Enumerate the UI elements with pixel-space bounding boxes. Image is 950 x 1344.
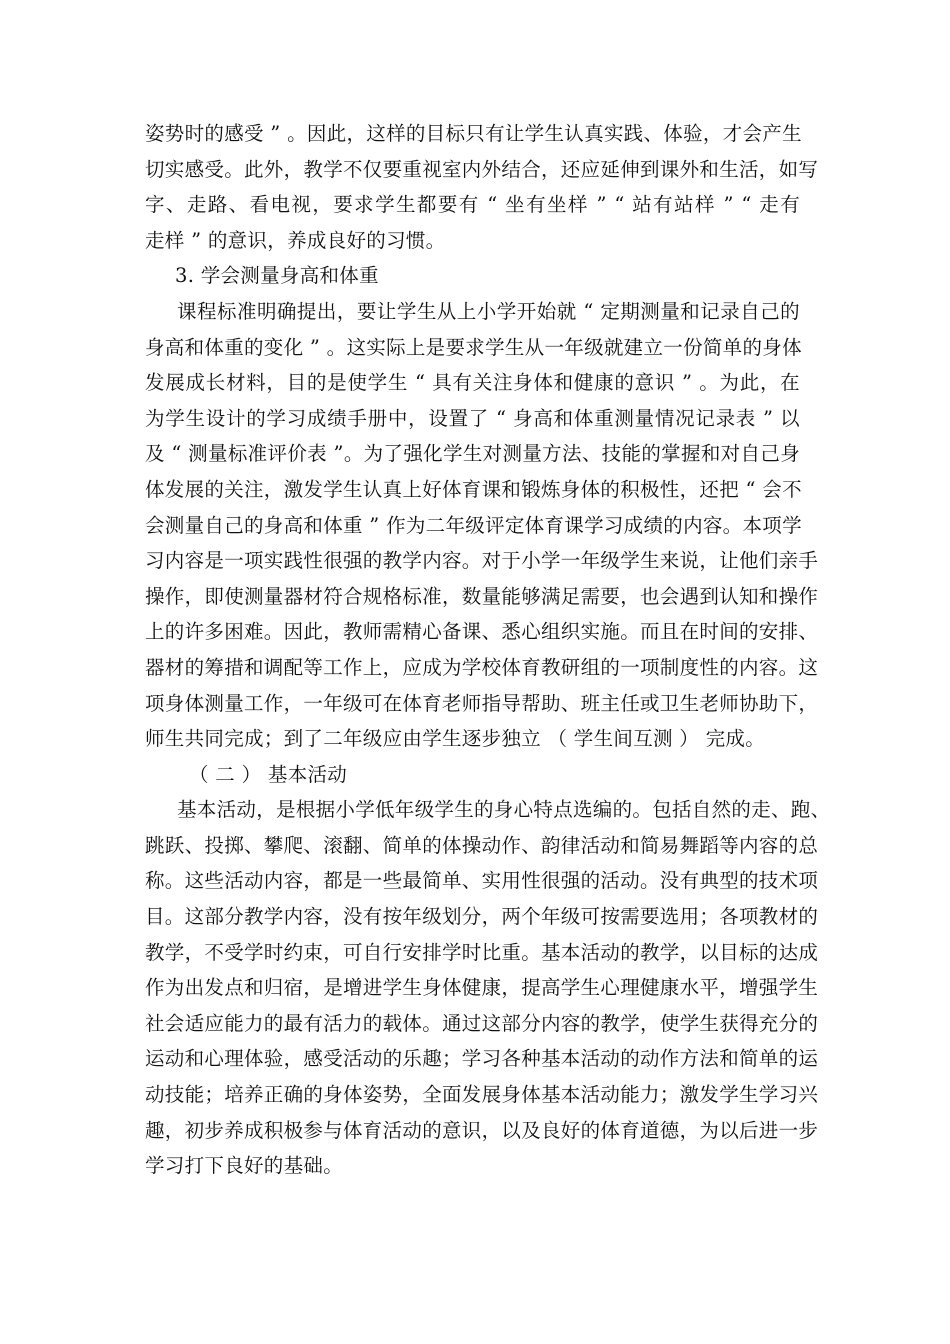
- document-body: [145, 116, 831, 1184]
- text-line: 跳跃、投掷、攀爬、滚翻、简单的体操动作、韵律活动和简易舞蹈等内容的总: [145, 833, 819, 857]
- text-line: 发展成长材料，目的是使学生 “ 具有关注身体和健康的意识 ” 。为此，在: [145, 371, 800, 395]
- text-line: 器材的筹措和调配等工作上，应成为学校体育教研组的一项制度性的内容。这: [145, 655, 819, 679]
- text-line: 师生共同完成；到了二年级应由学生逐步独立 （ 学生间互测 ） 完成。: [145, 727, 765, 751]
- text-line: 课程标准明确提出，要让学生从上小学开始就 “ 定期测量和记录自己的: [177, 299, 800, 323]
- text-line: 为学生设计的学习成绩手册中，设置了 “ 身高和体重测量情况记录表 ” 以: [145, 406, 800, 430]
- text-line: 运动和心理体验，感受活动的乐趣；学习各种基本活动的动作方法和简单的运: [145, 1047, 819, 1071]
- text-line: 体发展的关注，激发学生认真上好体育课和锻炼身体的积极性，还把 “ 会不: [145, 477, 802, 501]
- text-line: 及 “ 测量标准评价表 ”。为了强化学生对测量方法、技能的掌握和对自己身: [145, 442, 800, 466]
- text-line: 基本活动，是根据小学低年级学生的身心特点选编的。包括自然的走、跑、: [177, 798, 831, 822]
- text-line: 趣，初步养成积极参与体育活动的意识，以及良好的体育道德，为以后进一步: [145, 1118, 819, 1142]
- text-line: 称。这些活动内容，都是一些最简单、实用性很强的活动。没有典型的技术项: [145, 869, 819, 893]
- paragraph-measurement: [145, 294, 819, 757]
- text-line: 社会适应能力的最有活力的载体。通过这部分内容的教学，使学生获得充分的: [145, 1011, 819, 1035]
- text-line: 姿势时的感受 ” 。因此，这样的目标只有让学生认真实践、体验，才会产生: [145, 122, 802, 145]
- text-line: 操作，即使测量器材符合规格标准，数量能够满足需要，也会遇到认知和操作: [145, 584, 819, 608]
- text-line: 作为出发点和归宿，是增进学生身体健康，提高学生心理健康水平，增强学生: [145, 976, 819, 1000]
- text-line: 上的许多困难。因此，教师需精心备课、悉心组织实施。而且在时间的安排、: [145, 620, 819, 644]
- text-line: 切实感受。此外，教学不仅要重视室内外结合，还应延伸到课外和生活，如写: [145, 157, 819, 181]
- text-line: 目。这部分教学内容，没有按年级划分，两个年级可按需要选用；各项教材的: [145, 905, 819, 929]
- text-line: 会测量自己的身高和体重 ” 作为二年级评定体育课学习成绩的内容。本项学: [145, 513, 802, 537]
- text-line: 学习打下良好的基础。: [145, 1154, 344, 1178]
- text-line: 习内容是一项实践性很强的教学内容。对于小学一年级学生来说，让他们亲手: [145, 549, 819, 573]
- section-heading-3: 3. 学会测量身高和体重: [175, 264, 379, 288]
- text-line: 走样 ” 的意识，养成良好的习惯。: [145, 228, 446, 252]
- text-line: 字、走路、看电视，要求学生都要有 “ 坐有坐样 ” “ 站有站样 ” “ 走有: [145, 193, 800, 217]
- text-line: 身高和体重的变化 ” 。这实际上是要求学生从一年级就建立一份简单的身体: [145, 335, 802, 359]
- paragraph-continued: [145, 116, 819, 258]
- paragraph-basic-activities: [145, 792, 831, 1184]
- text-line: 教学，不受学时约束，可自行安排学时比重。基本活动的教学，以目标的达成: [145, 940, 819, 964]
- text-line: 项身体测量工作，一年级可在体育老师指导帮助、班主任或卫生老师协助下，: [145, 691, 819, 715]
- section-heading-2: （ 二 ） 基本活动: [189, 762, 348, 786]
- text-line: 动技能；培养正确的身体姿势，全面发展身体基本活动能力；激发学生学习兴: [145, 1083, 819, 1107]
